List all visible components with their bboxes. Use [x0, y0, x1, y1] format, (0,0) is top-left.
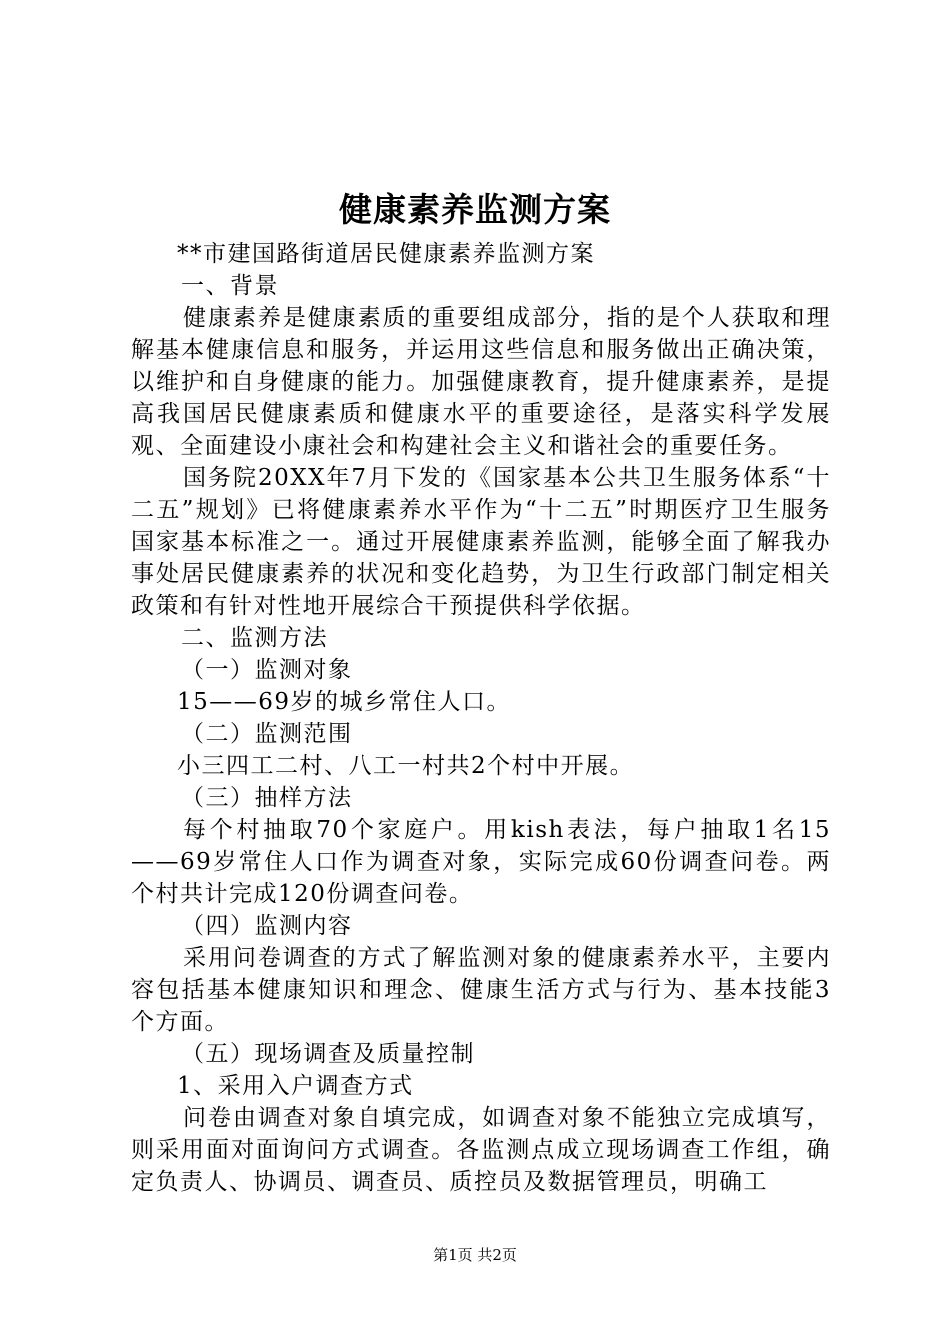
subheading-content: （四）监测内容	[181, 913, 353, 939]
paragraph-background-2: 国务院20XX年7月下发的《国家基本公共卫生服务体系“十二五”规划》已将健康素养水平作为“十二五”时期医疗卫生服务国家基本标准之一。通过开展健康素养监测，能够全面了解我办事处居民健康素养的状况和变化趋势，为卫生行政部门制定相关政策和有针对性地开展综合干预提供科学依据。	[131, 465, 831, 619]
paragraph-sampling: 每个村抽取70个家庭户。用kish表法，每户抽取1名15——69岁常住人口作为调查对象，实际完成60份调查问卷。两个村共计完成120份调查问卷。	[131, 817, 831, 907]
subheading-sampling: （三）抽样方法	[181, 785, 353, 811]
paragraph-background-1: 健康素养是健康素质的重要组成部分，指的是个人获取和理解基本健康信息和服务，并运用这些信息和服务做出正确决策，以维护和自身健康的能力。加强健康教育，提升健康素养，是提高我国居民健康素质和健康水平的重要途径，是落实科学发展观、全面建设小康社会和构建社会主义和谐社会的重要任务。	[131, 305, 831, 459]
document-body	[131, 238, 831, 1198]
document-title: 健康素养监测方案	[339, 190, 611, 229]
subheading-target: （一）监测对象	[181, 657, 353, 683]
section-heading-methods: 二、监测方法	[181, 625, 328, 651]
list-item-household-survey: 1、采用入户调查方式	[177, 1073, 414, 1099]
document-subtitle: **市建国路街道居民健康素养监测方案	[177, 241, 595, 267]
paragraph-scope: 小三四工二村、八工一村共2个村中开展。	[177, 753, 635, 779]
paragraph-content: 采用问卷调查的方式了解监测对象的健康素养水平，主要内容包括基本健康知识和理念、健康生活方式与行为、基本技能3个方面。	[131, 945, 831, 1035]
page-number-footer: 第1页 共2页	[433, 1246, 517, 1264]
paragraph-target: 15——69岁的城乡常住人口。	[177, 689, 512, 715]
subheading-scope: （二）监测范围	[181, 721, 353, 747]
section-heading-background: 一、背景	[181, 273, 279, 299]
paragraph-household-survey: 问卷由调查对象自填完成，如调查对象不能独立完成填写，则采用面对面询问方式调查。各监测点成立现场调查工作组，确定负责人、协调员、调查员、质控员及数据管理员，明确工	[131, 1105, 831, 1195]
subheading-quality-control: （五）现场调查及质量控制	[181, 1041, 475, 1067]
